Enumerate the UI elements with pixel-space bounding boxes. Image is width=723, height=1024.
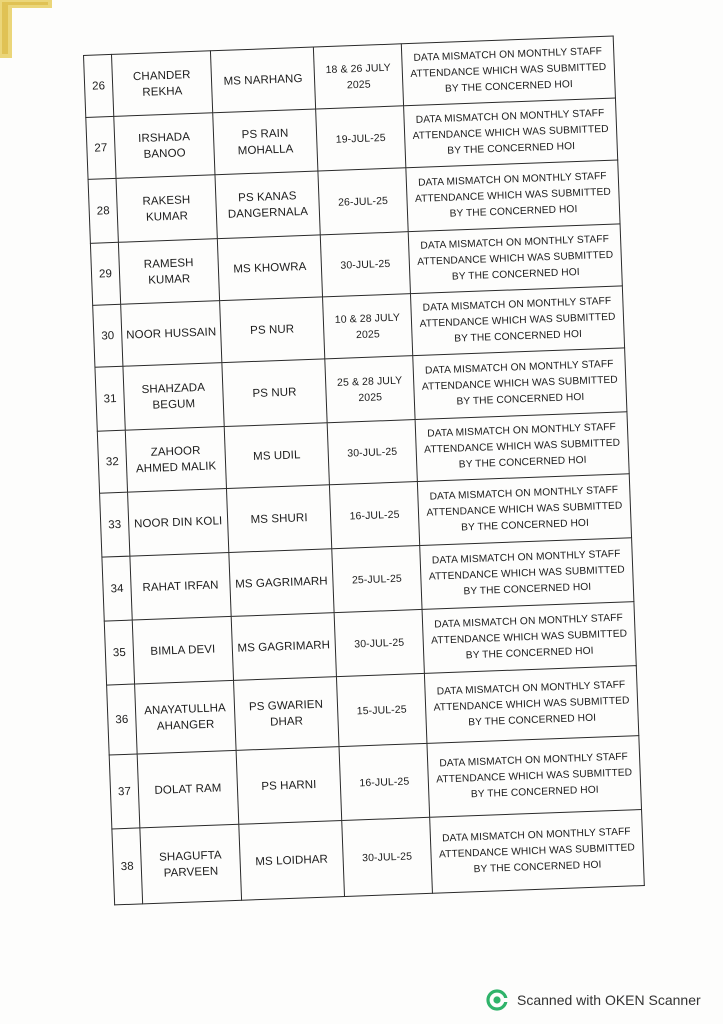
absence-date-cell: 16-JUL-25 (339, 743, 430, 820)
remark-cell: DATA MISMATCH ON MONTHLY STAFF ATTENDANCE WHICH WAS SUBMITTED BY THE CONCERNED HOI (413, 348, 627, 420)
remark-cell: DATA MISMATCH ON MONTHLY STAFF ATTENDANCE WHICH WAS SUBMITTED BY THE CONCERNED HOI (408, 224, 622, 294)
absence-date-cell: 30-JUL-25 (342, 817, 433, 896)
absence-date-cell: 18 & 26 JULY 2025 (313, 44, 403, 109)
remark-cell: DATA MISMATCH ON MONTHLY STAFF ATTENDANCE WHICH WAS SUBMITTED BY THE CONCERNED HOI (430, 810, 645, 894)
row-number-cell: 29 (90, 242, 120, 305)
staff-name-cell: SHAGUFTA PARVEEN (140, 824, 242, 904)
school-name-cell: MS GAGRIMARH (229, 549, 334, 617)
row-number-cell: 27 (86, 116, 116, 179)
school-name-cell: PS GWARIEN DHAR (234, 677, 339, 751)
absence-date-cell: 30-JUL-25 (334, 609, 424, 676)
absence-date-cell: 15-JUL-25 (336, 673, 427, 746)
document-sheet (83, 36, 644, 906)
absence-date-cell: 25-JUL-25 (332, 545, 422, 612)
school-name-cell: MS NARHANG (210, 47, 315, 113)
absence-date-cell: 30-JUL-25 (320, 232, 410, 297)
staff-name-cell: DOLAT RAM (137, 750, 239, 828)
row-number-cell: 28 (88, 178, 118, 243)
staff-name-cell: SHAHZADA BEGUM (123, 363, 224, 431)
school-name-cell: PS KANAS DANGERNALA (215, 171, 320, 239)
row-number-cell: 32 (97, 430, 127, 493)
row-number-cell: 31 (95, 366, 125, 431)
row-number-cell: 33 (100, 492, 130, 557)
staff-name-cell: ANAYATULLHA AHANGER (135, 680, 236, 754)
absence-date-cell: 25 & 28 JULY 2025 (325, 356, 415, 423)
row-number-cell: 36 (107, 684, 138, 755)
school-name-cell: MS KHOWRA (217, 235, 322, 301)
corner-scan-mark (0, 0, 52, 58)
row-number-cell: 26 (84, 54, 114, 117)
row-number-cell: 37 (109, 754, 140, 829)
staff-name-cell: ZAHOOR AHMED MALIK (125, 427, 226, 493)
school-name-cell: MS GAGRIMARH (231, 613, 336, 681)
remark-cell: DATA MISMATCH ON MONTHLY STAFF ATTENDANCE WHICH WAS SUBMITTED BY THE CONCERNED HOI (415, 412, 629, 482)
remark-cell: DATA MISMATCH ON MONTHLY STAFF ATTENDANCE WHICH WAS SUBMITTED BY THE CONCERNED HOI (406, 160, 620, 232)
absence-date-cell: 16-JUL-25 (329, 482, 419, 549)
absence-date-cell: 26-JUL-25 (318, 168, 408, 235)
absence-date-cell: 10 & 28 JULY 2025 (323, 294, 413, 359)
remark-cell: DATA MISMATCH ON MONTHLY STAFF ATTENDANCE WHICH WAS SUBMITTED BY THE CONCERNED HOI (427, 736, 642, 818)
school-name-cell: PS NUR (220, 297, 325, 363)
staff-name-cell: BIMLA DEVI (132, 616, 233, 684)
school-name-cell: PS RAIN MOHALLA (213, 109, 318, 175)
row-number-cell: 38 (112, 828, 143, 905)
staff-name-cell: CHANDER REKHA (111, 51, 212, 117)
oken-scanner-logo-icon (486, 989, 508, 1011)
absence-date-cell: 30-JUL-25 (327, 420, 417, 485)
remark-cell: DATA MISMATCH ON MONTHLY STAFF ATTENDANCE WHICH WAS SUBMITTED BY THE CONCERNED HOI (417, 474, 631, 546)
school-name-cell: PS NUR (222, 359, 327, 427)
school-name-cell: PS HARNI (236, 747, 342, 825)
remark-cell: DATA MISMATCH ON MONTHLY STAFF ATTENDANCE WHICH WAS SUBMITTED BY THE CONCERNED HOI (422, 602, 636, 674)
remark-cell: DATA MISMATCH ON MONTHLY STAFF ATTENDANCE WHICH WAS SUBMITTED BY THE CONCERNED HOI (420, 538, 634, 610)
absence-date-cell: 19-JUL-25 (316, 106, 406, 171)
remark-cell: DATA MISMATCH ON MONTHLY STAFF ATTENDANCE WHICH WAS SUBMITTED BY THE CONCERNED HOI (401, 36, 615, 106)
remark-cell: DATA MISMATCH ON MONTHLY STAFF ATTENDANCE WHICH WAS SUBMITTED BY THE CONCERNED HOI (424, 666, 638, 744)
staff-name-cell: NOOR DIN KOLI (128, 489, 229, 557)
scanner-footer-text: Scanned with OKEN Scanner (517, 992, 701, 1008)
table-body (84, 36, 645, 905)
staff-name-cell: RAHAT IRFAN (130, 552, 231, 620)
school-name-cell: MS UDIL (224, 423, 329, 489)
remark-cell: DATA MISMATCH ON MONTHLY STAFF ATTENDANCE WHICH WAS SUBMITTED BY THE CONCERNED HOI (410, 286, 624, 356)
school-name-cell: MS SHURI (226, 485, 331, 553)
staff-attendance-table (83, 36, 645, 906)
staff-name-cell: NOOR HUSSAIN (121, 301, 222, 367)
remark-cell: DATA MISMATCH ON MONTHLY STAFF ATTENDANCE WHICH WAS SUBMITTED BY THE CONCERNED HOI (404, 98, 618, 168)
staff-name-cell: RAMESH KUMAR (118, 239, 219, 305)
staff-name-cell: IRSHADA BANOO (114, 113, 215, 179)
scanner-footer (486, 989, 701, 1011)
row-number-cell: 35 (104, 620, 134, 685)
row-number-cell: 34 (102, 556, 132, 621)
school-name-cell: MS LOIDHAR (239, 821, 345, 901)
staff-name-cell: RAKESH KUMAR (116, 175, 217, 243)
row-number-cell: 30 (93, 304, 123, 367)
